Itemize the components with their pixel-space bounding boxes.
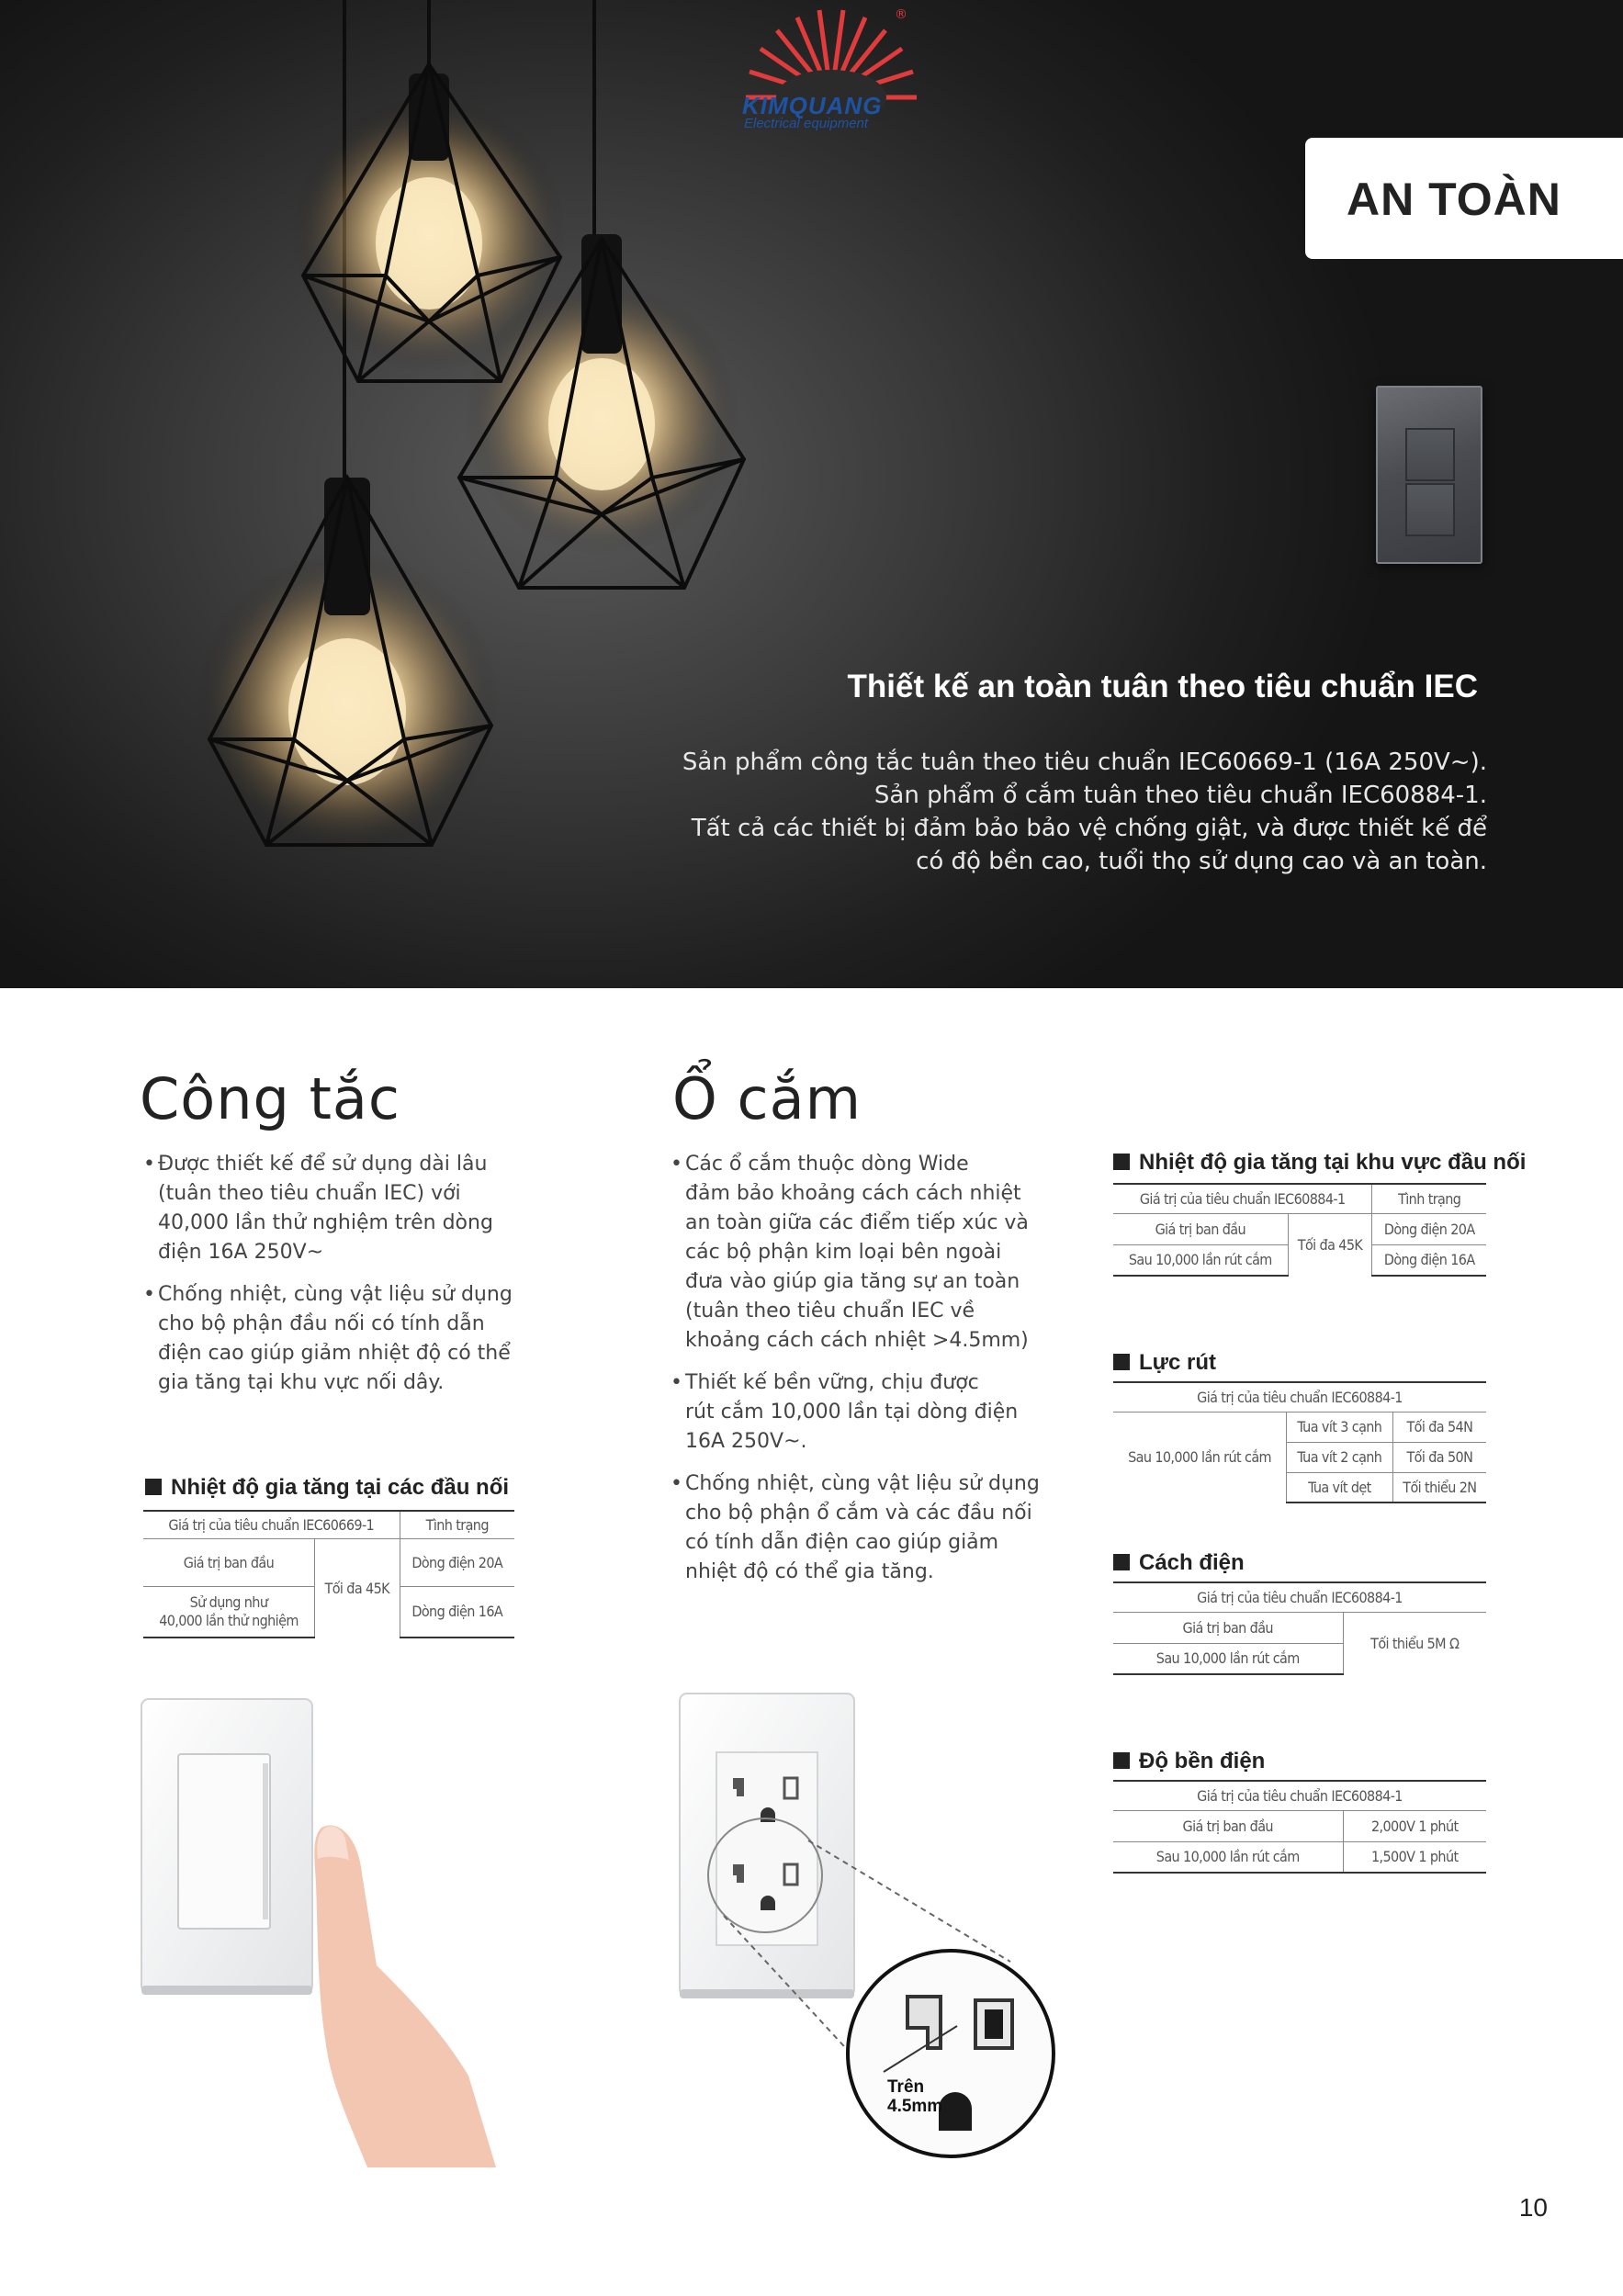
square-bullet-icon	[1113, 1154, 1130, 1170]
table-header-cell: Giá trị của tiêu chuẩn IEC60884-1	[1113, 1382, 1486, 1412]
table-cell: Dòng điện 20A	[1372, 1213, 1486, 1244]
registered-mark: ®	[895, 7, 907, 22]
hero-line: Tất cả các thiết bị đảm bảo bảo vệ chống giật, và được thiết kế để	[691, 815, 1487, 842]
table-cell: Sau 10,000 lần rút cắm	[1113, 1412, 1287, 1503]
table-cell: Sử dụng như 40,000 lần thử nghiệm	[143, 1586, 314, 1638]
square-bullet-icon	[1113, 1752, 1130, 1769]
dielectric-strength-table	[1113, 1780, 1486, 1874]
table-cell: Tối đa 45K	[1288, 1213, 1372, 1276]
double-switch-photo	[1376, 386, 1482, 564]
table-cell: Giá trị ban đầu	[1113, 1612, 1343, 1643]
switch-temp-heading: Nhiệt độ gia tăng tại các đầu nối	[145, 1475, 509, 1501]
switch-bullets	[143, 1150, 538, 1411]
switch-section-title: Công tắc	[140, 1065, 400, 1132]
table-cell: Tối thiểu 5M Ω	[1343, 1612, 1486, 1674]
table-header-cell: Giá trị của tiêu chuẩn IEC60884-1	[1113, 1184, 1372, 1213]
switch-temp-table	[143, 1510, 514, 1638]
table-cell: Giá trị ban đầu	[1113, 1810, 1343, 1841]
table-cell: Sau 10,000 lần rút cắm	[1113, 1643, 1343, 1674]
list-item: • Chống nhiệt, cùng vật liệu sử dụng cho bộ phận đầu nối có tính dẫn điện cao giúp giảm nhiệt độ có thể gia tăng tại khu vực nối dây.	[143, 1280, 538, 1398]
table-cell: Tối đa 50N	[1392, 1442, 1486, 1472]
table-cell: Tua vít dẹt	[1287, 1472, 1393, 1503]
pull-force-heading: Lực rút	[1113, 1350, 1216, 1376]
table-header-cell: Tình trạng	[400, 1511, 514, 1538]
switch-rocker-bottom	[1405, 483, 1455, 536]
table-cell: Giá trị ban đầu	[1113, 1213, 1288, 1244]
table-cell: Tua vít 2 cạnh	[1287, 1442, 1393, 1472]
square-bullet-icon	[1113, 1354, 1130, 1370]
single-switch-illustration	[129, 1690, 514, 2167]
table-cell: Sau 10,000 lần rút cắm	[1113, 1244, 1288, 1276]
table-cell: Dòng điện 16A	[400, 1586, 514, 1638]
logo-tagline: Electrical equipment	[744, 116, 869, 131]
table-cell: Tối thiểu 2N	[1392, 1472, 1486, 1503]
table-cell: Dòng điện 16A	[1372, 1244, 1486, 1276]
table-header-cell: Giá trị của tiêu chuẩn IEC60884-1	[1113, 1781, 1486, 1810]
switch-rocker-top	[1405, 428, 1455, 481]
section-badge-label: AN TOÀN	[1347, 174, 1561, 225]
socket-section-title: Ổ cắm	[672, 1065, 862, 1132]
pull-force-table	[1113, 1381, 1486, 1503]
hero-title: Thiết kế an toàn tuân theo tiêu chuẩn IEC	[847, 669, 1478, 704]
hero-banner	[0, 0, 1623, 988]
list-item: • Chống nhiệt, cùng vật liệu sử dụng cho bộ phận ổ cắm và các đầu nối có tính dẫn điện cao giúp giảm nhiệt độ có thể gia tăng.	[671, 1469, 1075, 1587]
insulation-heading: Cách điện	[1113, 1550, 1245, 1576]
square-bullet-icon	[145, 1479, 162, 1495]
hero-line: có độ bền cao, tuổi thọ sử dụng cao và an toàn.	[916, 848, 1487, 875]
logo-wordmark: KIMQUANG	[742, 92, 883, 119]
table-cell: 1,500V 1 phút	[1343, 1841, 1486, 1873]
table-header-cell: Giá trị của tiêu chuẩn IEC60669-1	[143, 1511, 400, 1538]
table-cell: Tối đa 54N	[1392, 1412, 1486, 1442]
table-header-cell: Giá trị của tiêu chuẩn IEC60884-1	[1113, 1582, 1486, 1612]
insulation-table	[1113, 1581, 1486, 1675]
dielectric-strength-heading: Độ bền điện	[1113, 1749, 1265, 1774]
table-cell: Dòng điện 20A	[400, 1538, 514, 1586]
double-socket-illustration	[671, 1686, 1093, 2164]
list-item: • Thiết kế bền vững, chịu được rút cắm 10,000 lần tại dòng điện 16A 250V~.	[671, 1368, 1075, 1457]
socket-bullets	[671, 1150, 1075, 1600]
table-cell: 2,000V 1 phút	[1343, 1810, 1486, 1841]
table-cell: Tối đa 45K	[314, 1538, 400, 1638]
socket-temp-table	[1113, 1183, 1486, 1277]
hero-line: Sản phẩm ổ cắm tuân theo tiêu chuẩn IEC60884-1.	[873, 782, 1487, 809]
table-cell: Giá trị ban đầu	[143, 1538, 314, 1586]
table-cell: Tua vít 3 cạnh	[1287, 1412, 1393, 1442]
socket-temp-heading: Nhiệt độ gia tăng tại khu vực đầu nối	[1113, 1150, 1526, 1176]
hero-line: Sản phẩm công tắc tuân theo tiêu chuẩn IEC60669-1 (16A 250V~).	[682, 748, 1487, 776]
zoom-distance-label: Trên 4.5mm	[887, 2077, 943, 2116]
table-header-cell: Tình trạng	[1372, 1184, 1486, 1213]
table-cell: Sau 10,000 lần rút cắm	[1113, 1841, 1343, 1873]
square-bullet-icon	[1113, 1554, 1130, 1570]
page-number: 10	[1518, 2193, 1548, 2222]
hero-description	[624, 746, 1487, 878]
list-item: • Được thiết kế để sử dụng dài lâu (tuân theo tiêu chuẩn IEC) với 40,000 lần thử nghiệm trên dòng điện 16A 250V~	[143, 1150, 538, 1267]
list-item: • Các ổ cắm thuộc dòng Wide đảm bảo khoảng cách cách nhiệt an toàn giữa các điểm tiếp xúc và các bộ phận kim loại bên ngoài đưa vào giúp gia tăng sự an toàn (tuân theo tiêu chuẩn IEC về khoảng cách cách nhiệt >4.5mm)	[671, 1150, 1075, 1356]
